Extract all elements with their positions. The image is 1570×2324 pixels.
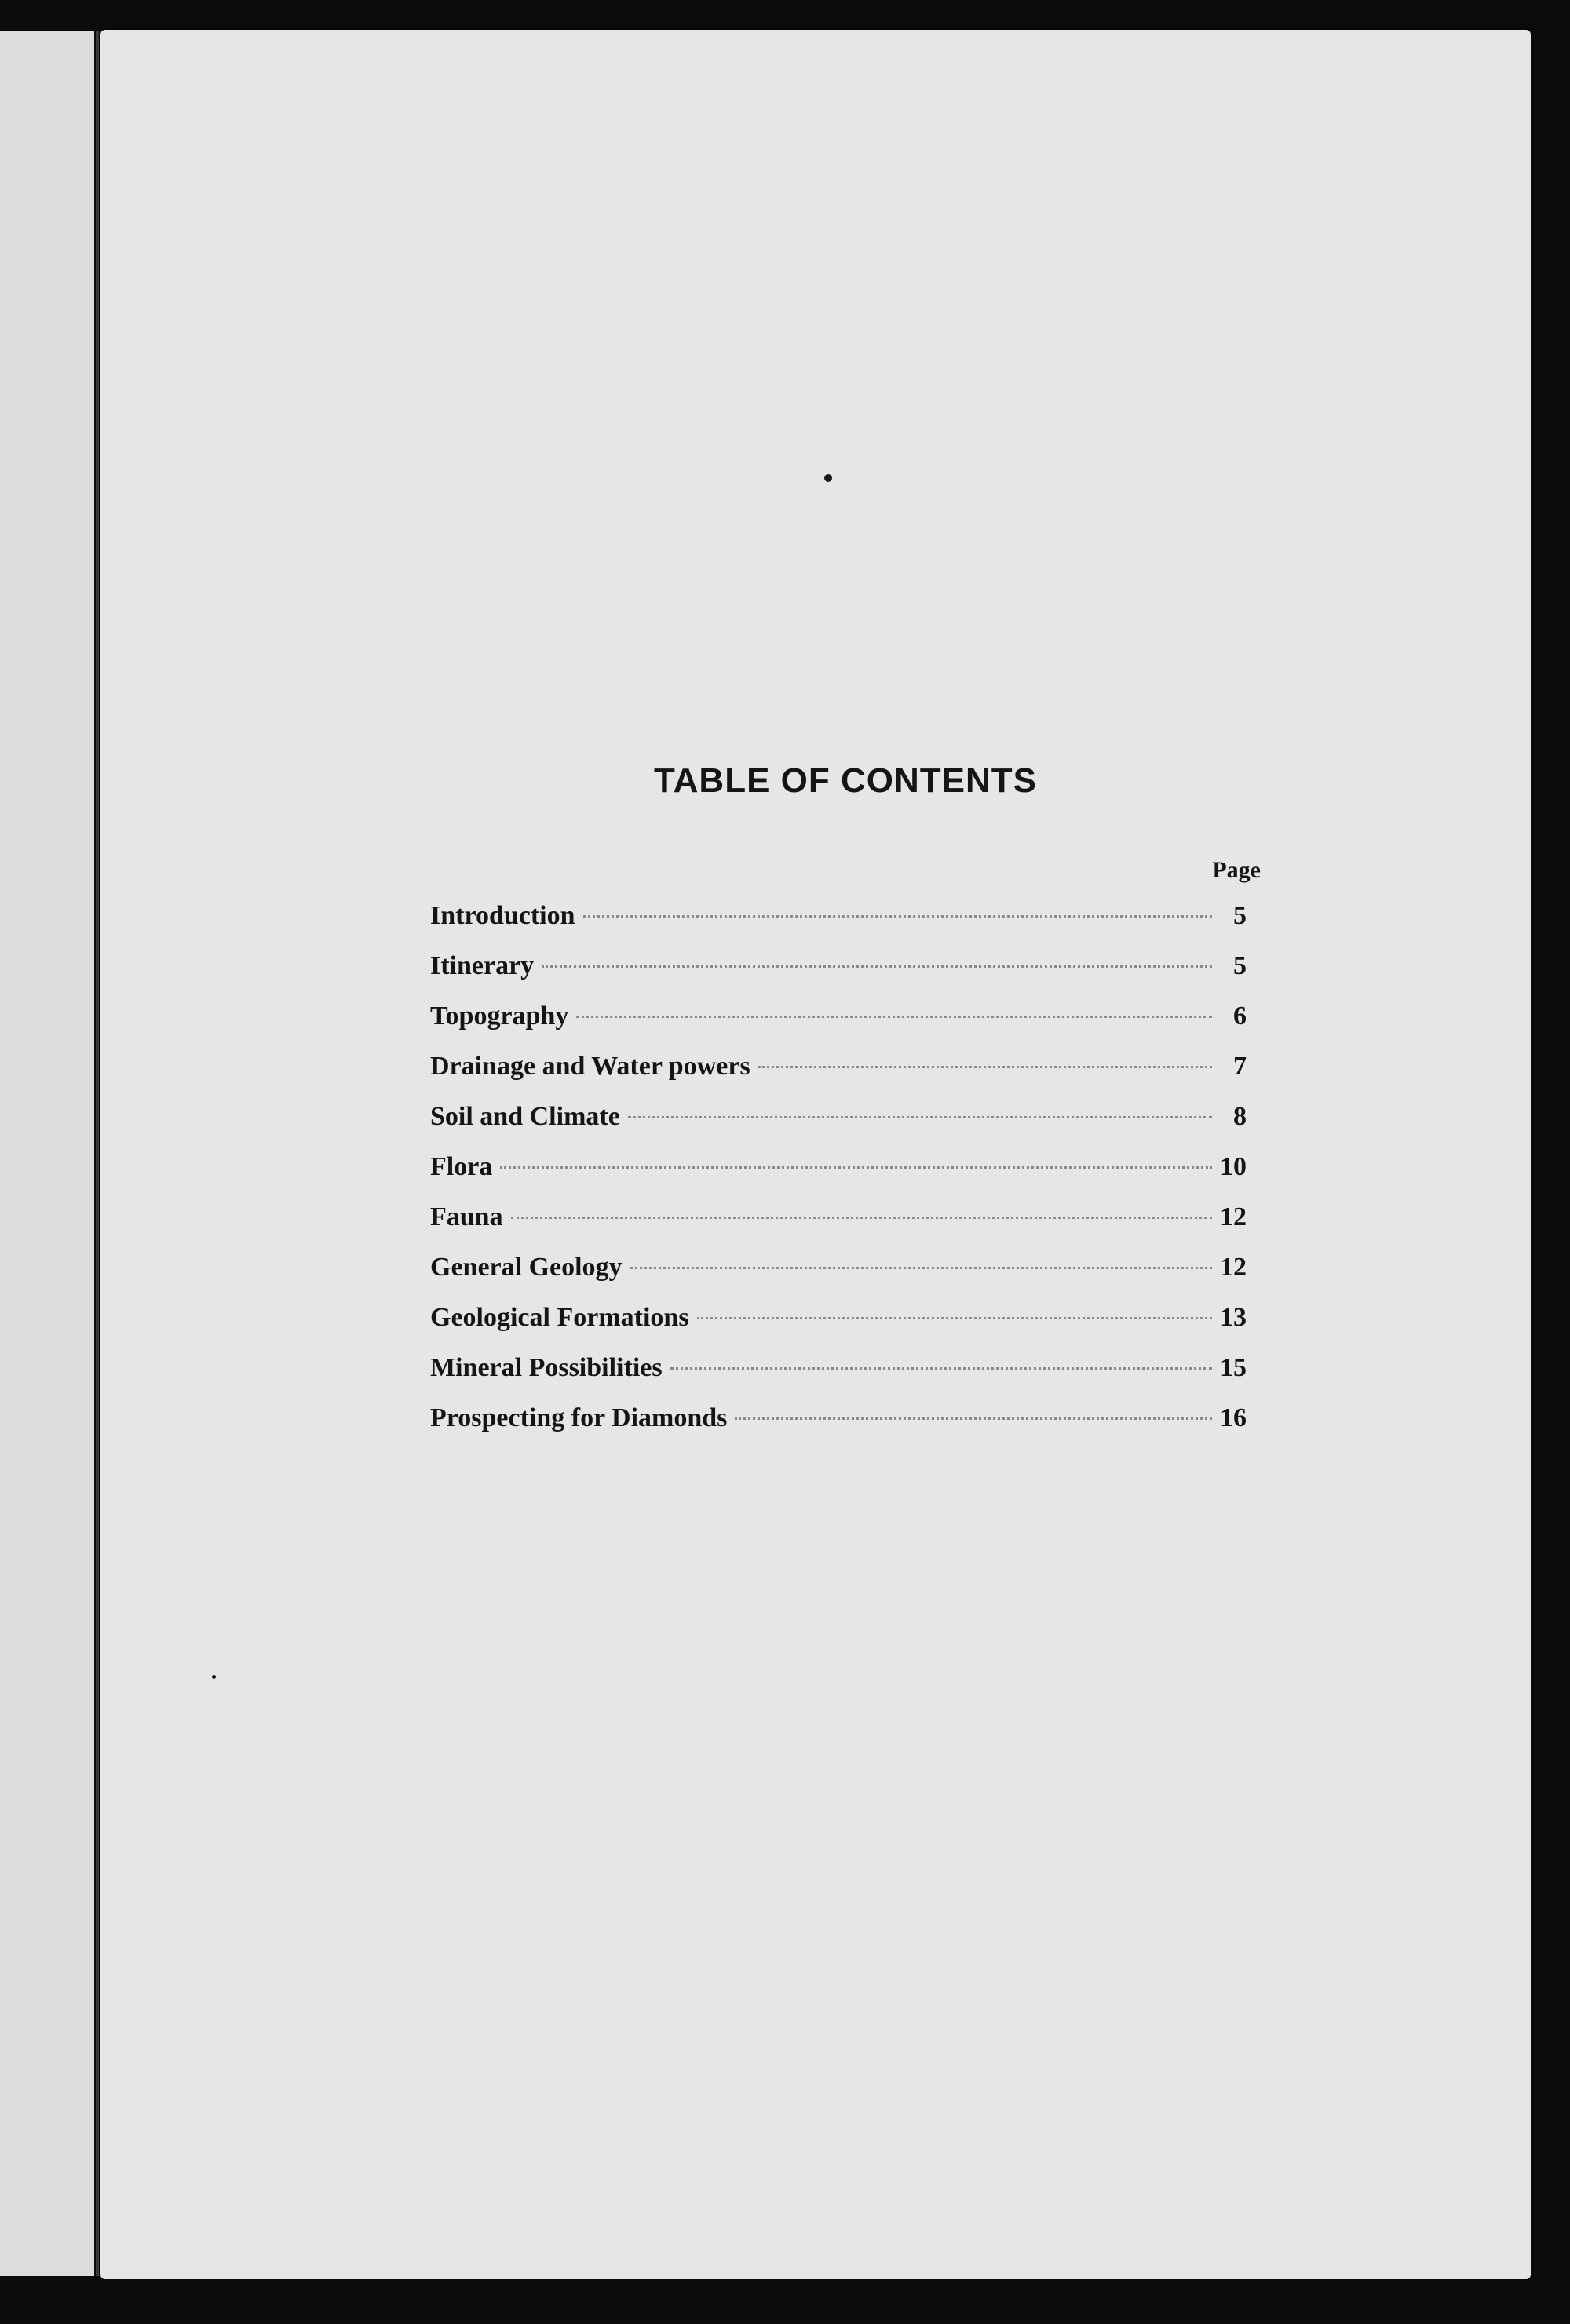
toc-entry-title: Prospecting for Diamonds (430, 1403, 728, 1432)
toc-entry (430, 1253, 1247, 1303)
facing-page-edge (0, 31, 94, 2276)
toc-entry-page: 5 (1233, 951, 1247, 980)
toc-entry-page: 12 (1220, 1202, 1247, 1231)
toc-entry-title: General Geology (430, 1253, 623, 1282)
dot-leader (735, 1417, 1212, 1420)
scan-speck (212, 1675, 216, 1679)
page-column-label: Page (1212, 857, 1261, 883)
toc-entry (430, 951, 1247, 1001)
scan-speck (824, 474, 832, 482)
toc-entry-page: 16 (1220, 1403, 1247, 1432)
toc-entry-page: 10 (1220, 1152, 1247, 1181)
toc-entry-title: Fauna (430, 1202, 503, 1231)
toc-entry-title: Itinerary (430, 951, 535, 980)
dot-leader (500, 1166, 1212, 1169)
toc-entry-page: 5 (1233, 901, 1247, 930)
toc-entry-page: 12 (1220, 1253, 1247, 1282)
dot-leader (511, 1217, 1212, 1219)
toc-entry (430, 1052, 1247, 1102)
dot-leader (583, 915, 1212, 918)
dot-leader (758, 1066, 1212, 1068)
toc-heading: TABLE OF CONTENTS (654, 761, 1037, 800)
toc-entries (430, 901, 1247, 1454)
toc-entry (430, 1353, 1247, 1403)
toc-entry (430, 1152, 1247, 1202)
dot-leader (628, 1116, 1212, 1118)
toc-entry (430, 901, 1247, 951)
dot-leader (576, 1016, 1212, 1018)
toc-entry-title: Topography (430, 1001, 569, 1031)
toc-entry-title: Introduction (430, 901, 575, 930)
toc-entry-page: 13 (1220, 1303, 1247, 1332)
dot-leader (697, 1317, 1212, 1319)
toc-entry-title: Mineral Possibilities (430, 1353, 663, 1382)
toc-entry-page: 7 (1233, 1052, 1247, 1081)
page-gutter-shadow (96, 31, 99, 2276)
toc-entry-page: 15 (1220, 1353, 1247, 1382)
dot-leader (542, 965, 1212, 968)
toc-entry (430, 1303, 1247, 1353)
toc-entry (430, 1403, 1247, 1454)
toc-entry-title: Geological Formations (430, 1303, 689, 1332)
toc-entry-page: 6 (1233, 1001, 1247, 1031)
dot-leader (630, 1267, 1212, 1269)
toc-entry (430, 1102, 1247, 1152)
toc-entry-page: 8 (1233, 1102, 1247, 1131)
toc-entry-title: Flora (430, 1152, 493, 1181)
dot-leader (670, 1367, 1212, 1370)
toc-entry-title: Drainage and Water powers (430, 1052, 750, 1081)
toc-entry-title: Soil and Climate (430, 1102, 620, 1131)
toc-entry (430, 1001, 1247, 1052)
toc-entry (430, 1202, 1247, 1253)
